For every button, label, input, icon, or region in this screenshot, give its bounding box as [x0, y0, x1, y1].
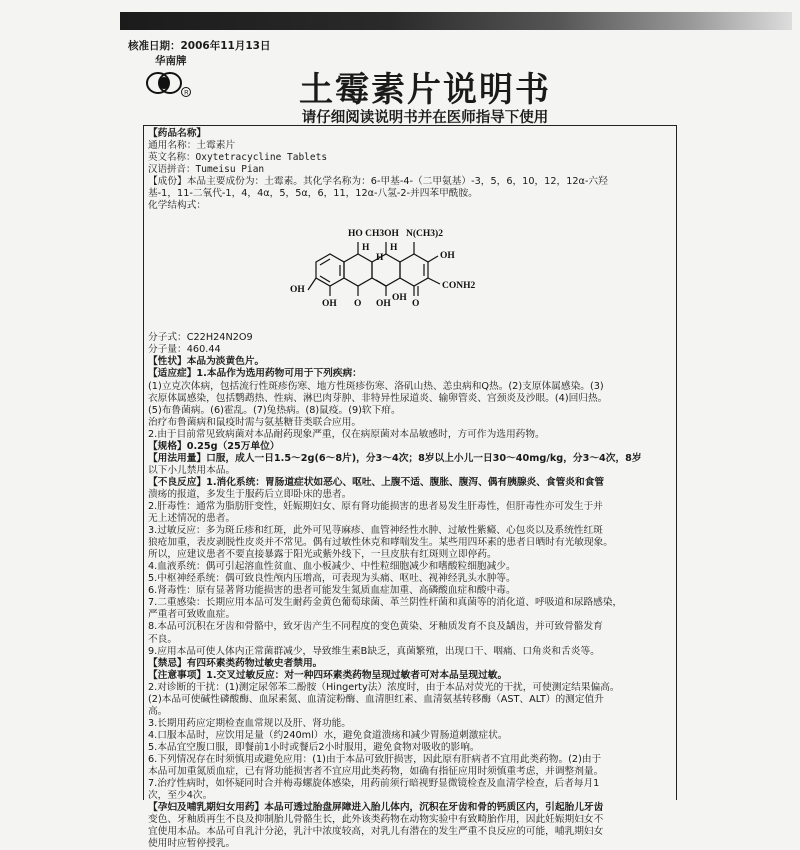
pinyin-name: 汉语拼音：Tumeisu Pian	[148, 164, 265, 176]
structure-group-top: HO CH3OH	[348, 229, 399, 239]
body-line: 【注意事项】1.交叉过敏反应：对一种四环素类药物呈现过敏者可对本品呈现过敏。	[148, 669, 508, 681]
structure-group-oh: OH	[290, 285, 305, 295]
body-line: 高。	[148, 705, 168, 717]
body-line: 2.肝毒性：通常为脂肪肝变性，妊娠期妇女、原有肾功能损害的患者易发生肝毒性，但肝毒性亦可发生于并	[148, 500, 603, 512]
body-line: 【禁忌】有四环素类药物过敏史者禁用。	[148, 657, 323, 669]
body-line: 5.中枢神经系统：偶可致良性颅内压增高，可表现为头痛、呕吐、视神经乳头水肿等。	[148, 573, 516, 585]
structure-group-o: O	[354, 299, 362, 309]
composition-line: 基-1，11-二氧代-1，4，4α，5，5α，6，11，12α-八氢-2-并四苯甲酰胺。	[148, 188, 478, 200]
body-line: 使用时应暂停授乳。	[148, 838, 236, 850]
body-line: 【适应症】1.本品作为选用药物可用于下列疾病：	[148, 368, 362, 380]
section-drug-name: 【药品名称】	[148, 128, 207, 139]
body-line: 2.由于目前常见致病菌对本品耐药现象严重，仅在病原菌对本品敏感时，方可作为选用药物。	[148, 428, 545, 440]
body-line: 3.长期用药应定期检查血常规以及肝、肾功能。	[148, 717, 351, 729]
composition-line: 【成份】本品主要成份为：土霉素。其化学名称为：6-甲基-4-（二甲氨基）-3，5，6，10，12，12α-六羟	[148, 176, 608, 188]
body-lines	[148, 356, 672, 850]
svg-text:R: R	[184, 90, 189, 97]
body-line: 3.过敏反应：多为斑丘疹和红斑，此外可见荨麻疹、血管神经性水肿、过敏性紫癜、心包炎以及系统性红斑	[148, 525, 603, 537]
structure-group-o: O	[412, 299, 420, 309]
body-line: 宜使用本品。本品可自乳汁分泌，乳汁中浓度较高，对乳儿有潜在的发生严重不良反应的可能，哺乳期妇女	[148, 826, 604, 838]
structure-group-h: H	[376, 253, 384, 263]
body-line: (2)本品可使碱性磷酸酶、血尿素氮、血清淀粉酶、血清胆红素、血清氨基转移酶（AST、ALT）的测定值升	[148, 693, 604, 705]
structure-group-oh: OH	[392, 293, 407, 303]
chemical-structure-diagram	[268, 220, 518, 310]
body-line: 9.应用本品可使人体内正常菌群减少，导致维生素B缺乏，真菌繁殖，出现口干、咽痛、口角炎和舌炎等。	[148, 645, 600, 657]
body-line: 【规格】0.25g（25万单位）	[148, 440, 280, 452]
body-line: 溃疡的报道，多发生于服药后立即卧床的患者。	[148, 488, 352, 500]
body-line: 无上述情况的患者。	[148, 513, 236, 525]
page-title: 土霉素片说明书	[299, 70, 551, 110]
body-line: 2.对诊断的干扰：(1)测定尿邻苯二酚胺（Hingerty法）浓度时，由于本品对荧光的干扰，可使测定结果偏高。	[148, 681, 620, 693]
page-subtitle: 请仔细阅读说明书并在医师指导下使用	[301, 110, 549, 126]
body-line: 所以，应建议患者不要直接暴露于阳光或紫外线下，一旦皮肤有红斑则立即停药。	[148, 549, 497, 561]
structure-group-amine: N(CH3)2	[406, 229, 443, 239]
body-line: 次，至少4次。	[148, 790, 213, 802]
body-line: 以下小儿禁用本品。	[148, 464, 236, 476]
body-line: 4.血液系统：偶可引起溶血性贫血、血小板减少、中性粒细胞减少和嗜酸粒细胞减少。	[148, 561, 516, 573]
body-line: 6.下列情况存在时须慎用或避免应用：(1)由于本品可致肝损害，因此原有肝病者不宜用此类药物。(2)由于	[148, 753, 602, 765]
structure-label: 化学结构式：	[148, 200, 207, 212]
body-line: 本品可加重氮质血症，已有肾功能损害者不宜应用此类药物，如确有指征应用时须慎重考虑，并调整剂量。	[148, 766, 604, 778]
generic-name: 通用名称：土霉素片	[148, 140, 236, 152]
body-line: 7.治疗性病时，如怀疑同时合并梅毒螺旋体感染，用药前须行暗视野显微镜检查及血清学检查，后者每月1	[148, 778, 600, 790]
body-line: 8.本品可沉积在牙齿和骨骼中，致牙齿产生不同程度的变色黄染、牙釉质发育不良及龋齿，并可致骨骼发育	[148, 621, 603, 633]
body-line: 6.肾毒性：原有显著肾功能损害的患者可能发生氮质血症加重、高磷酸血症和酸中毒。	[148, 585, 516, 597]
body-line: 5.本品宜空腹口服，即餐前1小时或餐后2小时服用，避免食物对吸收的影响。	[148, 741, 480, 753]
approval-date: 核准日期：2006年11月13日	[128, 40, 271, 52]
body-line: 【用法用量】口服，成人一日1.5～2g(6～8片)，分3～4次；8岁以上小儿一日30～40mg/kg，分3～4次，8岁	[148, 452, 642, 464]
structure-group-oh: OH	[376, 299, 391, 309]
body-line: 衣原体属感染，包括鹦鹉热、性病、淋巴肉芽肿、非特异性尿道炎、输卵管炎、宫颈炎及沙眼。(4)回归热。	[148, 392, 608, 404]
body-line: 狼疮加重，表皮剥脱性皮炎并不常见。偶有过敏性休克和哮喘发生。某些用四环素的患者日晒时有光敏现象。	[148, 537, 613, 549]
body-line: 7.二重感染：长期应用本品可发生耐药金黄色葡萄球菌、革兰阴性杆菌和真菌等的消化道、呼吸道和尿路感染，	[148, 597, 623, 609]
structure-group-oh: OH	[322, 299, 337, 309]
body-line: (1)立克次体病，包括流行性斑疹伤寒、地方性斑疹伤寒、洛矶山热、恙虫病和Q热。(2)支原体属感染。(3)	[148, 380, 604, 392]
body-line: (5)布鲁菌病。(6)霍乱。(7)兔热病。(8)鼠疫。(9)软下疳。	[148, 404, 401, 416]
brand-name: 华南牌	[155, 55, 187, 67]
structure-group-h: H	[362, 243, 370, 253]
body-line: 治疗布鲁菌病和鼠疫时需与氨基糖苷类联合应用。	[148, 416, 362, 428]
header-bar	[120, 12, 792, 30]
body-line: 【性状】本品为淡黄色片。	[148, 356, 265, 368]
structure-group-amide: CONH2	[442, 281, 476, 291]
body-line: 【不良反应】1.消化系统：胃肠道症状如恶心、呕吐、上腹不适、腹胀、腹泻、偶有胰腺炎、食管炎和食管	[148, 476, 605, 488]
structure-group-oh: OH	[440, 251, 455, 261]
english-name: 英文名称：Oxytetracycline Tablets	[148, 152, 328, 164]
molecular-weight: 分子量：460.44	[148, 344, 221, 356]
structure-group-h: H	[390, 243, 398, 253]
body-line: 变色、牙釉质再生不良及抑制胎儿骨骼生长，此外该类药物在动物实验中有致畸胎作用，因此妊娠期妇女不	[148, 814, 604, 826]
molecular-formula: 分子式：C22H24N2O9	[148, 332, 253, 344]
body-line: 4.口服本品时，应饮用足量（约240ml）水，避免食道溃疡和减少胃肠道刺激症状。	[148, 729, 508, 741]
body-line: 【孕妇及哺乳期妇女用药】本品可透过胎盘屏障进入胎儿体内，沉积在牙齿和骨的钙质区内，引起胎儿牙齿	[148, 802, 604, 814]
body-line: 不良。	[148, 633, 178, 645]
body-line: 严重者可致败血症。	[148, 609, 236, 621]
